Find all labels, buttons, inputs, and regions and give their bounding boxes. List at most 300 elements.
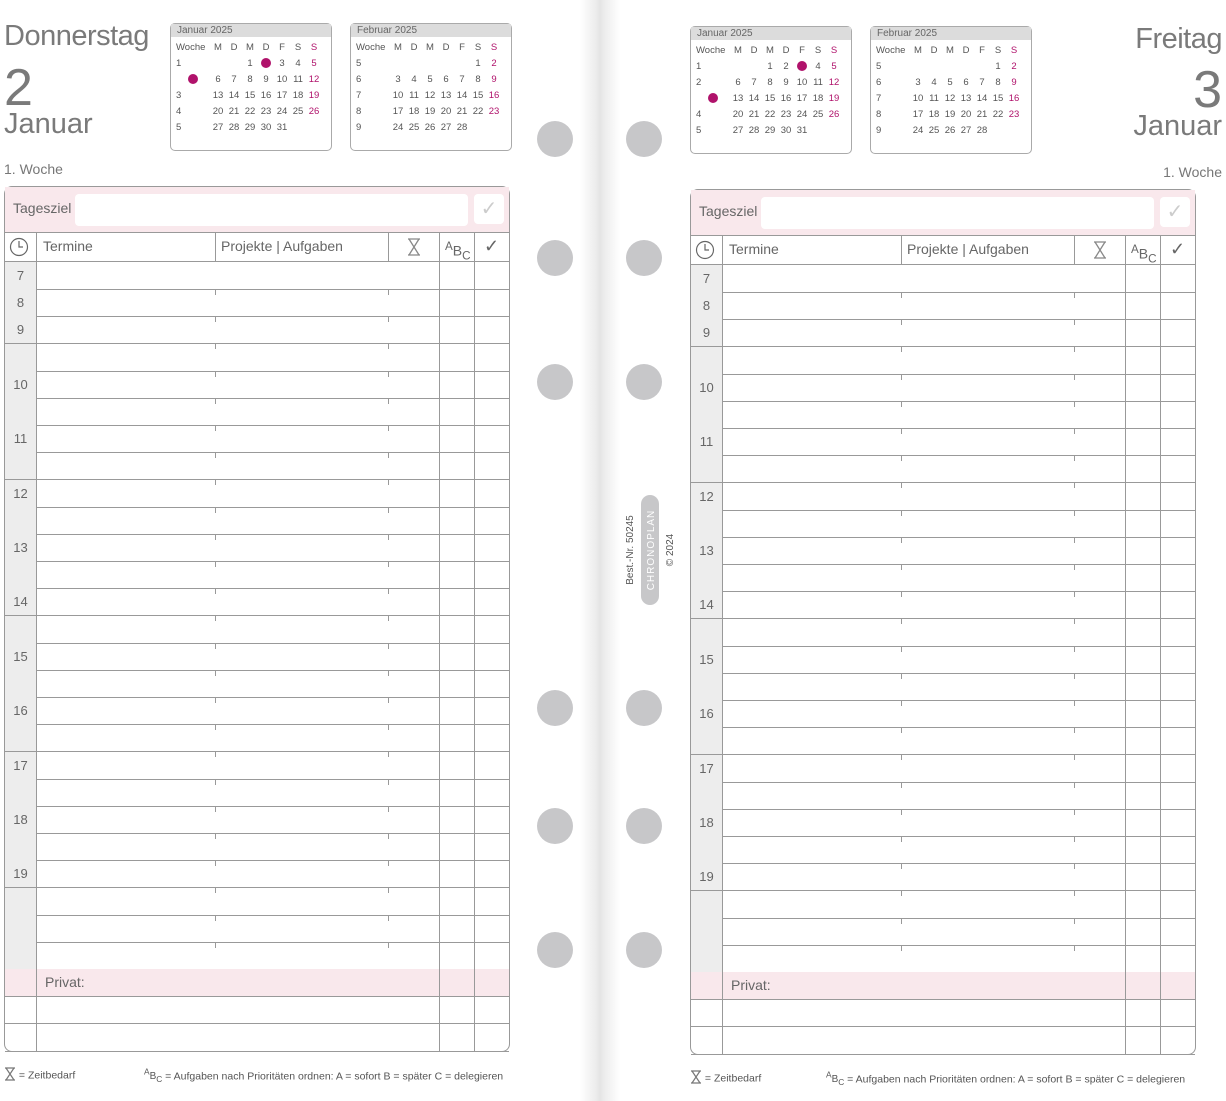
hour-row[interactable] — [691, 483, 1195, 511]
hour-label — [5, 942, 36, 969]
hour-label — [691, 510, 722, 537]
calendar-day: 18 — [928, 108, 940, 120]
mini-calendar-grid — [176, 39, 322, 135]
calendar-day: F — [979, 44, 985, 56]
hour-label: 8 — [5, 289, 36, 316]
calendar-day: 28 — [456, 121, 468, 133]
hour-row[interactable] — [691, 918, 1195, 946]
calendar-week-number: 6 — [876, 76, 882, 88]
calendar-day: 21 — [228, 105, 240, 117]
hour-row[interactable] — [691, 428, 1195, 456]
mini-calendar-grid — [876, 42, 1022, 138]
binder-hole — [537, 121, 573, 157]
hour-label: 13 — [691, 537, 722, 564]
calendar-day: 10 — [276, 73, 288, 85]
hour-row[interactable] — [5, 371, 509, 399]
goal-check-icon[interactable]: ✓ — [1160, 197, 1190, 227]
hour-label: 13 — [5, 534, 36, 561]
calendar-week-number: 1 — [696, 60, 702, 72]
calendar-week-number: 7 — [876, 92, 882, 104]
calendar-day — [390, 55, 406, 71]
hour-label — [691, 619, 722, 646]
calendar-day — [910, 58, 926, 74]
grid-line-projekte — [215, 232, 216, 262]
hour-label — [691, 918, 722, 945]
month-name: Januar — [1133, 110, 1222, 142]
hour-label — [691, 455, 722, 482]
calendar-day: 15 — [472, 89, 484, 101]
calendar-day: 24 — [392, 121, 404, 133]
calendar-day: 22 — [992, 108, 1004, 120]
calendar-day: 13 — [960, 92, 972, 104]
selected-day-dot — [261, 58, 271, 68]
hourglass-icon — [407, 232, 421, 261]
hour-label: 18 — [5, 806, 36, 833]
calendar-day: S — [994, 44, 1002, 56]
hour-row[interactable] — [5, 724, 509, 752]
calendar-day: 1 — [995, 60, 1001, 72]
day-number: 3 — [1193, 61, 1222, 119]
calendar-day: 18 — [812, 92, 824, 104]
binder-hole — [626, 121, 662, 157]
column-projekte-aufgaben: Projekte | Aufgaben — [221, 238, 343, 254]
calendar-day: 20 — [440, 105, 452, 117]
hour-row[interactable] — [5, 942, 509, 970]
hour-label: 17 — [5, 752, 36, 779]
calendar-day: 17 — [912, 108, 924, 120]
calendar-day: 25 — [928, 124, 940, 136]
hour-label — [5, 344, 36, 371]
grid-line-abc — [439, 232, 440, 1051]
mini-calendar-january — [170, 23, 332, 151]
hour-row[interactable] — [691, 401, 1195, 429]
hour-row[interactable] — [691, 727, 1195, 755]
calendar-day: 23 — [260, 105, 272, 117]
calendar-day: 25 — [408, 121, 420, 133]
calendar-day: 18 — [292, 89, 304, 101]
calendar-day: 9 — [263, 73, 269, 85]
hour-row[interactable] — [5, 915, 509, 943]
calendar-day — [826, 122, 842, 138]
calendar-day: 6 — [963, 76, 969, 88]
calendar-day — [226, 55, 242, 71]
hour-label: 10 — [5, 371, 36, 398]
calendar-day: 27 — [212, 121, 224, 133]
hour-row[interactable] — [691, 945, 1195, 973]
hour-label: 11 — [691, 428, 722, 455]
hour-label — [5, 507, 36, 534]
calendar-day: 28 — [748, 124, 760, 136]
calendar-day: 19 — [308, 89, 320, 101]
calendar-day: 13 — [440, 89, 452, 101]
calendar-day: 14 — [748, 92, 760, 104]
calendar-week-number: 2 — [696, 76, 702, 88]
hour-row[interactable] — [5, 588, 509, 616]
calendar-day: 5 — [427, 73, 433, 85]
calendar-week-number: 7 — [356, 89, 362, 101]
calendar-week-number: 4 — [176, 105, 182, 117]
hour-row[interactable] — [691, 510, 1195, 538]
hour-label — [5, 616, 36, 643]
day-number: 2 — [4, 59, 33, 117]
hour-label — [5, 915, 36, 942]
privat-section — [691, 972, 1195, 1000]
daily-goal-bar — [5, 187, 509, 233]
legend-abc-text: = Aufgaben nach Prioritäten ordnen: A = sofort B = später C = delegieren — [165, 1070, 504, 1083]
calendar-day: S — [830, 44, 838, 56]
calendar-day: 4 — [815, 60, 821, 72]
calendar-day: S — [490, 41, 498, 53]
hour-label — [691, 945, 722, 972]
calendar-day: 2 — [491, 57, 497, 69]
calendar-day — [810, 122, 826, 138]
imprint-year: © 2024 — [665, 533, 676, 567]
calendar-day: 24 — [276, 105, 288, 117]
hour-row[interactable] — [5, 616, 509, 644]
privat-section — [5, 969, 509, 997]
hour-row[interactable] — [691, 891, 1195, 919]
legend-time — [690, 1070, 761, 1087]
legend-abc-text: = Aufgaben nach Prioritäten ordnen: A = sofort B = später C = delegieren — [847, 1073, 1186, 1086]
hour-row[interactable] — [691, 782, 1195, 810]
calendar-week-number: 5 — [176, 121, 182, 133]
hour-label: 8 — [691, 292, 722, 319]
calendar-week-number: 6 — [356, 73, 362, 85]
privat-label: Privat: — [45, 974, 85, 991]
calendar-day: 4 — [411, 73, 417, 85]
hour-row[interactable] — [691, 455, 1195, 483]
calendar-day: D — [930, 44, 938, 56]
calendar-day: 17 — [796, 92, 808, 104]
privat-row[interactable] — [691, 1027, 1195, 1055]
grid-line-time — [388, 232, 389, 262]
calendar-day: 16 — [260, 89, 272, 101]
daily-goal-input[interactable] — [75, 194, 468, 226]
hour-label — [5, 724, 36, 751]
calendar-day: F — [279, 41, 285, 53]
daily-goal-input[interactable] — [761, 197, 1154, 229]
calendar-day: 31 — [796, 124, 808, 136]
calendar-week-number: 9 — [876, 124, 882, 136]
hour-label — [5, 561, 36, 588]
hour-row[interactable] — [5, 697, 509, 725]
hour-row[interactable] — [691, 265, 1195, 293]
calendar-day — [990, 122, 1006, 138]
hour-row[interactable] — [5, 262, 509, 290]
calendar-day: S — [814, 44, 822, 56]
calendar-day: 26 — [308, 105, 320, 117]
hour-row[interactable] — [5, 534, 509, 562]
imprint-brand: CHRONOPLAN — [646, 509, 657, 591]
binder-hole — [626, 932, 662, 968]
calendar-day: S — [474, 41, 482, 53]
hour-label: 16 — [5, 697, 36, 724]
hour-row[interactable] — [691, 319, 1195, 347]
binder-hole — [626, 240, 662, 276]
hour-row[interactable] — [5, 670, 509, 698]
left-page — [0, 0, 540, 1101]
calendar-day: 20 — [732, 108, 744, 120]
calendar-day: 12 — [308, 73, 320, 85]
calendar-day: 11 — [409, 89, 419, 101]
calendar-day: 8 — [995, 76, 1001, 88]
hour-label: 12 — [5, 480, 36, 507]
mini-calendar-grid — [356, 39, 502, 135]
calendar-day: 1 — [475, 57, 481, 69]
calendar-day: 26 — [424, 121, 436, 133]
hour-label — [691, 727, 722, 754]
hour-row[interactable] — [691, 755, 1195, 783]
calendar-day: 1 — [767, 60, 773, 72]
right-page — [686, 0, 1226, 1101]
calendar-week-number — [696, 90, 730, 106]
calendar-day — [306, 119, 322, 135]
calendar-day — [1006, 122, 1022, 138]
calendar-day: 28 — [228, 121, 240, 133]
hour-row[interactable] — [691, 374, 1195, 402]
hour-label: 11 — [5, 425, 36, 452]
calendar-day — [746, 58, 762, 74]
column-termine: Termine — [729, 241, 779, 257]
calendar-day: 23 — [780, 108, 792, 120]
hour-row[interactable] — [691, 347, 1195, 375]
calendar-day: M — [214, 41, 222, 53]
hour-label: 16 — [691, 700, 722, 727]
calendar-day: 30 — [260, 121, 272, 133]
hour-label: 9 — [5, 316, 36, 343]
calendar-week-number: Woche — [696, 44, 726, 56]
calendar-day: M — [766, 44, 774, 56]
abc-icon: $^AB_C$ — [144, 1067, 163, 1085]
hour-label — [691, 401, 722, 428]
hour-label: 18 — [691, 809, 722, 836]
column-header — [691, 235, 1195, 265]
hour-label — [5, 779, 36, 806]
grid-line-time — [1074, 235, 1075, 265]
calendar-day: 14 — [456, 89, 468, 101]
hour-label — [5, 833, 36, 860]
calendar-day: 21 — [456, 105, 468, 117]
hour-row[interactable] — [5, 860, 509, 888]
calendar-day: 11 — [293, 73, 303, 85]
calendar-day: 27 — [732, 124, 744, 136]
hour-row[interactable] — [691, 537, 1195, 565]
selected-day-dot — [188, 74, 198, 84]
calendar-day: 25 — [292, 105, 304, 117]
hour-label: 12 — [691, 483, 722, 510]
calendar-day: M — [394, 41, 402, 53]
grid-line-abc — [1125, 235, 1126, 1054]
hour-label: 7 — [5, 262, 36, 289]
calendar-day: 19 — [828, 92, 840, 104]
week-label: 1. Woche — [4, 161, 63, 177]
calendar-day — [958, 58, 974, 74]
daily-goal-label: Tagesziel — [13, 200, 72, 216]
hour-row[interactable] — [5, 480, 509, 508]
hour-row[interactable] — [691, 700, 1195, 728]
hour-label: 17 — [691, 755, 722, 782]
calendar-day: M — [946, 44, 954, 56]
grid-line-check — [1160, 235, 1161, 1054]
calendar-day: 22 — [472, 105, 484, 117]
hour-row[interactable] — [5, 289, 509, 317]
calendar-day: 16 — [780, 92, 792, 104]
hour-row[interactable] — [5, 398, 509, 426]
calendar-day: 9 — [1011, 76, 1017, 88]
binder-hole — [537, 240, 573, 276]
calendar-day: D — [442, 41, 450, 53]
calendar-day: 4 — [295, 57, 301, 69]
calendar-week-number: 8 — [876, 108, 882, 120]
calendar-day: S — [294, 41, 302, 53]
hour-label: 10 — [691, 374, 722, 401]
binder-hole — [626, 364, 662, 400]
hour-label: 9 — [691, 319, 722, 346]
hour-row[interactable] — [691, 836, 1195, 864]
hour-row[interactable] — [5, 833, 509, 861]
goal-check-icon[interactable]: ✓ — [474, 194, 504, 224]
calendar-day: 28 — [976, 124, 988, 136]
calendar-day: 13 — [732, 92, 744, 104]
calendar-day: D — [410, 41, 418, 53]
day-planner — [690, 189, 1196, 1055]
calendar-day: S — [310, 41, 318, 53]
calendar-day — [470, 119, 486, 135]
calendar-day: 21 — [976, 108, 988, 120]
privat-label: Privat: — [731, 977, 771, 994]
calendar-day — [258, 55, 274, 71]
calendar-day: 8 — [247, 73, 253, 85]
hour-row[interactable] — [691, 863, 1195, 891]
calendar-day: D — [782, 44, 790, 56]
calendar-day: S — [1010, 44, 1018, 56]
hour-row[interactable] — [5, 888, 509, 916]
hour-label — [691, 782, 722, 809]
imprint — [605, 495, 685, 605]
calendar-day: 11 — [813, 76, 823, 88]
hourglass-icon — [1093, 235, 1107, 264]
calendar-day: 10 — [912, 92, 924, 104]
hour-label: 19 — [5, 860, 36, 887]
hourglass-icon — [690, 1070, 702, 1087]
calendar-week-number: Woche — [876, 44, 906, 56]
hour-row[interactable] — [5, 425, 509, 453]
calendar-day: 16 — [488, 89, 500, 101]
calendar-day: 5 — [947, 76, 953, 88]
hour-label — [691, 836, 722, 863]
calendar-day: 9 — [783, 76, 789, 88]
calendar-day: D — [750, 44, 758, 56]
column-abc: $^AB_C$ — [1131, 243, 1157, 266]
grid-line-hours — [36, 232, 37, 1051]
binder-hole — [537, 690, 573, 726]
calendar-day: 10 — [392, 89, 404, 101]
hour-row[interactable] — [691, 619, 1195, 647]
calendar-day: F — [459, 41, 465, 53]
imprint-best-nr: Best.-Nr. 50245 — [625, 515, 636, 585]
calendar-week-number: 3 — [176, 89, 182, 101]
hour-row[interactable] — [691, 809, 1195, 837]
calendar-day: 17 — [392, 105, 404, 117]
hour-label — [5, 888, 36, 915]
calendar-day: 14 — [228, 89, 240, 101]
calendar-day: 6 — [215, 73, 221, 85]
hour-label: 15 — [5, 643, 36, 670]
calendar-day: 22 — [244, 105, 256, 117]
binder-hole — [626, 690, 662, 726]
hour-label — [691, 347, 722, 374]
privat-row[interactable] — [5, 1024, 509, 1052]
daily-goal-label: Tagesziel — [699, 203, 758, 219]
calendar-day: 12 — [828, 76, 840, 88]
calendar-day — [290, 119, 306, 135]
calendar-day — [454, 55, 470, 71]
mini-calendar-title: Februar 2025 — [871, 27, 1031, 40]
hour-row[interactable] — [5, 452, 509, 480]
privat-row[interactable] — [691, 999, 1195, 1027]
week-label: 1. Woche — [1163, 164, 1222, 180]
calendar-day: M — [914, 44, 922, 56]
calendar-week-number: Woche — [176, 41, 206, 53]
hour-row[interactable] — [691, 646, 1195, 674]
calendar-day: 5 — [311, 57, 317, 69]
calendar-day: 30 — [780, 124, 792, 136]
calendar-day — [730, 58, 746, 74]
selected-day-dot — [797, 61, 807, 71]
hour-row[interactable] — [5, 643, 509, 671]
hour-label: 15 — [691, 646, 722, 673]
calendar-day: 18 — [408, 105, 420, 117]
hour-row[interactable] — [5, 561, 509, 589]
hour-row[interactable] — [5, 344, 509, 372]
column-abc: $^AB_C$ — [445, 240, 471, 263]
hour-row[interactable] — [691, 591, 1195, 619]
hour-row[interactable] — [691, 564, 1195, 592]
hour-row[interactable] — [691, 673, 1195, 701]
calendar-week-number: Woche — [356, 41, 386, 53]
hour-label: 14 — [691, 591, 722, 618]
legend-abc — [144, 1067, 503, 1084]
calendar-day — [926, 58, 942, 74]
calendar-day: 27 — [440, 121, 452, 133]
calendar-day: 3 — [915, 76, 921, 88]
hour-row[interactable] — [5, 779, 509, 807]
calendar-day: F — [799, 44, 805, 56]
calendar-day: 16 — [1008, 92, 1020, 104]
hour-row[interactable] — [691, 292, 1195, 320]
mini-calendar-january — [690, 26, 852, 154]
column-projekte-aufgaben: Projekte | Aufgaben — [907, 241, 1029, 257]
calendar-day: M — [246, 41, 254, 53]
calendar-day — [974, 58, 990, 74]
calendar-day: 17 — [276, 89, 288, 101]
calendar-week-number: 9 — [356, 121, 362, 133]
binder-hole — [537, 364, 573, 400]
calendar-day — [406, 55, 422, 71]
hour-row[interactable] — [5, 316, 509, 344]
hour-row[interactable] — [5, 507, 509, 535]
calendar-day: D — [230, 41, 238, 53]
mini-calendar-grid — [696, 42, 842, 138]
calendar-day: 8 — [767, 76, 773, 88]
hour-row[interactable] — [5, 752, 509, 780]
calendar-day: D — [262, 41, 270, 53]
mini-calendar-title: Januar 2025 — [691, 27, 851, 40]
privat-row[interactable] — [5, 996, 509, 1024]
calendar-day: 21 — [748, 108, 760, 120]
hour-row[interactable] — [5, 806, 509, 834]
hour-label — [691, 673, 722, 700]
